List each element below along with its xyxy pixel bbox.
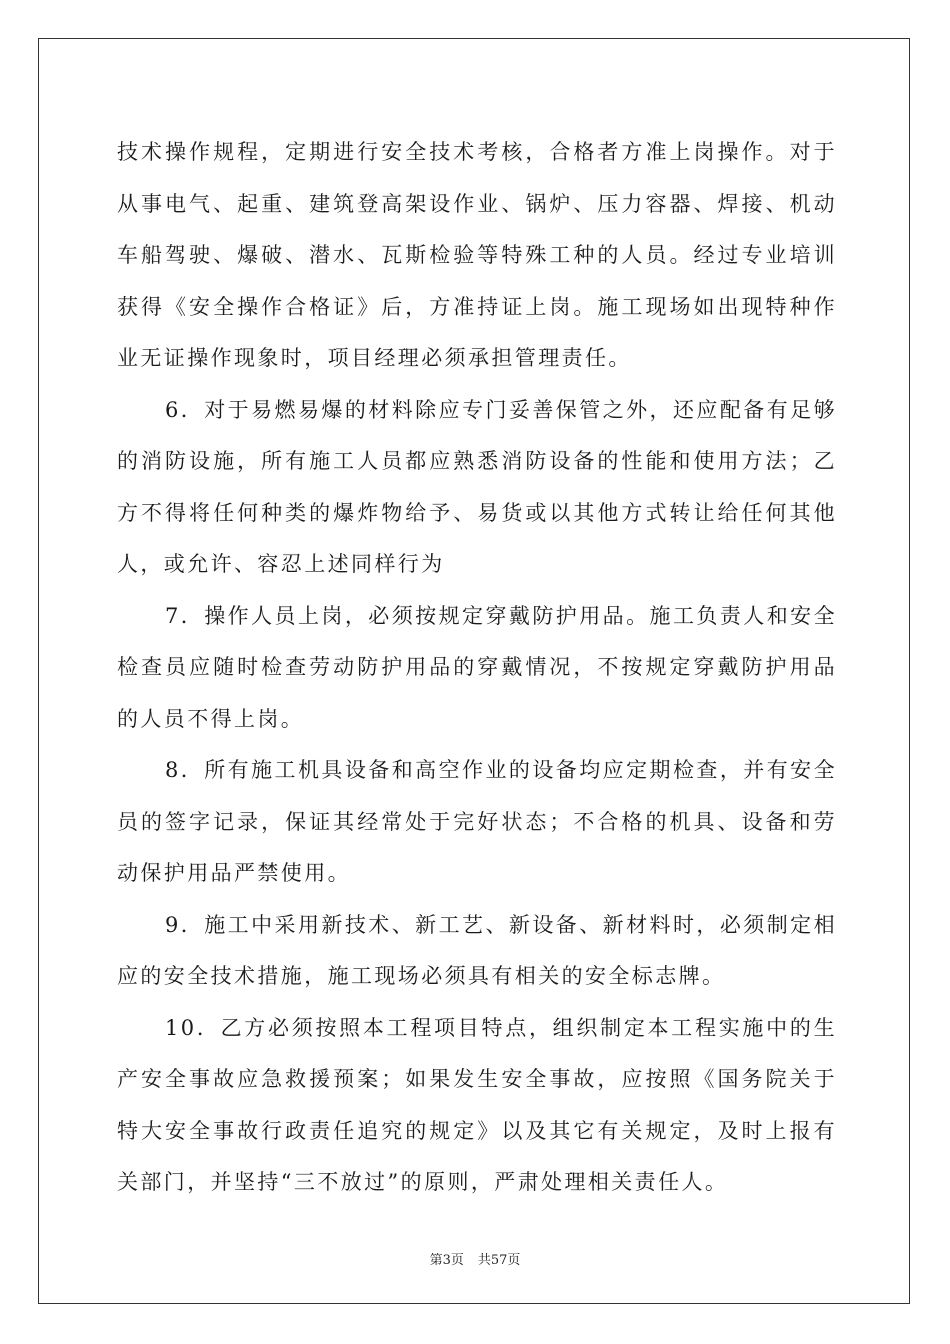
paragraph-continuation: 技术操作规程，定期进行安全技术考核，合格者方准上岗操作。对于从事电气、起重、建筑登高架设作业、锅炉、压力容器、焊接、机动车船驾驶、爆破、潜水、瓦斯检验等特殊工种的人员。经过专业培训获得《安全操作合格证》后，方准持证上岗。施工现场如出现特种作业无证操作现象时，项目经理必须承担管理责任。	[117, 140, 837, 370]
paragraph-item-8: 8．所有施工机具设备和高空作业的设备均应定期检查，并有安全员的签字记录，保证其经常处于完好状态；不合格的机具、设备和劳动保护用品严禁使用。	[117, 758, 837, 885]
page-total: 共57页	[477, 1253, 521, 1268]
paragraph-item-6: 6．对于易燃易爆的材料除应专门妥善保管之外，还应配备有足够的消防设施，所有施工人员都应熟悉消防设备的性能和使用方法；乙方不得将任何种类的爆炸物给予、易货或以其他方式转让给任何其他人，或允许、容忍上述同样行为	[117, 397, 837, 576]
document-body	[117, 127, 837, 1209]
paragraph-item-10: 10．乙方必须按照本工程项目特点，组织制定本工程实施中的生产安全事故应急救援预案；如果发生安全事故，应按照《国务院关于特大安全事故行政责任追究的规定》以及其它有关规定，及时上报有关部门，并坚持“三不放过”的原则，严肃处理相关责任人。	[117, 1015, 837, 1194]
paragraph-item-9: 9．施工中采用新技术、新工艺、新设备、新材料时，必须制定相应的安全技术措施，施工现场必须具有相关的安全标志牌。	[117, 912, 837, 988]
page-footer	[0, 1249, 950, 1268]
page-number: 第3页	[429, 1253, 464, 1268]
paragraph-item-7: 7．操作人员上岗，必须按规定穿戴防护用品。施工负责人和安全检查员应随时检查劳动防护用品的穿戴情况，不按规定穿戴防护用品的人员不得上岗。	[117, 603, 837, 731]
